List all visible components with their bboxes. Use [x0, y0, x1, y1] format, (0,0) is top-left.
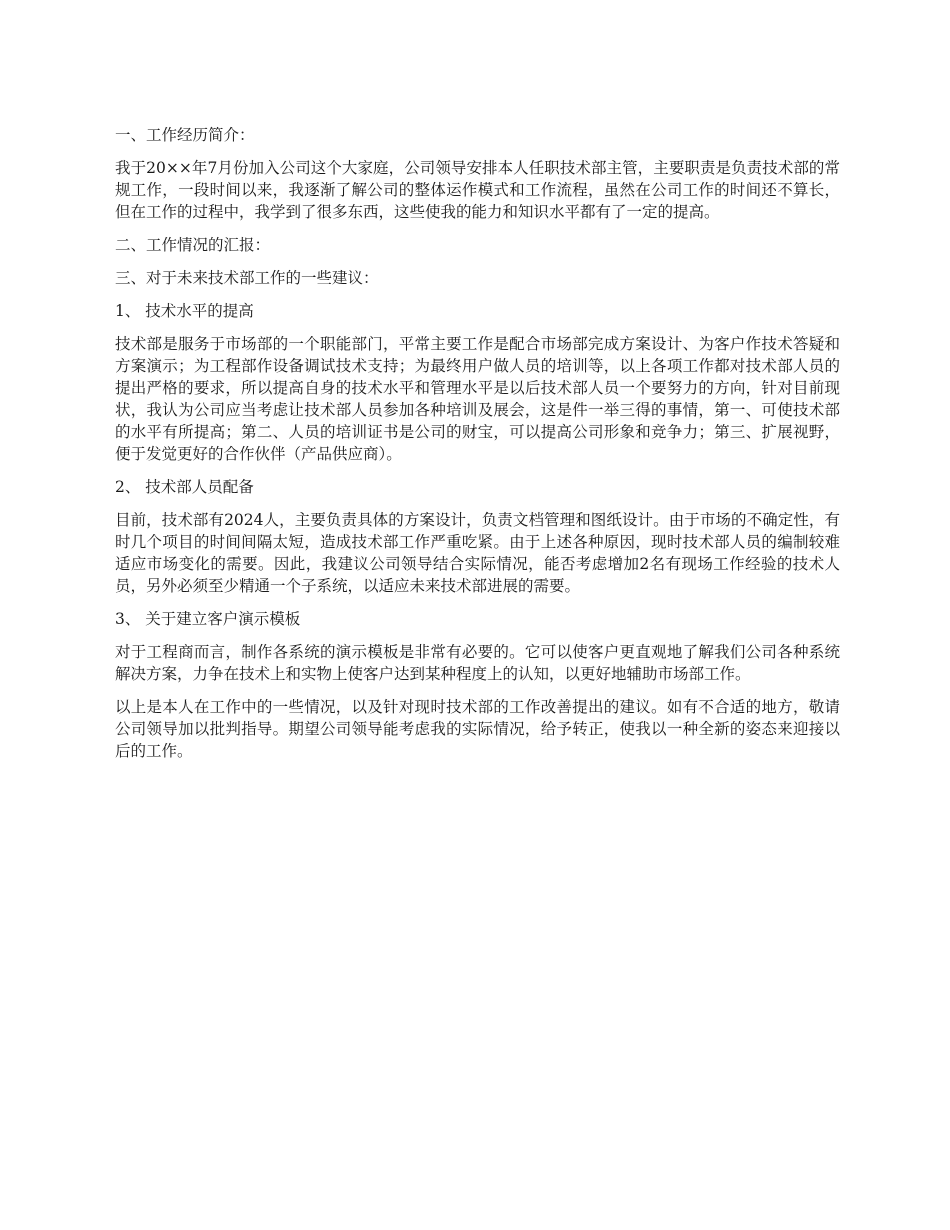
item-heading-demo-templates: 3、 关于建立客户演示模板 [115, 610, 301, 628]
paragraph-tech-level: 技术部是服务于市场部的一个职能部门，平常主要工作是配合市场部完成方案设计、为客户作技术答疑和方案演示；为工程部作设备调试技术支持；为最终用户做人员的培训等，以上各项工作都对技术部人员的提出严格的要求，所以提高自身的技术水平和管理水平是以后技术部人员一个要努力的方向，针对目前现状，我认为公司应当考虑让技术部人员参加各种培训及展会，这是件一举三得的事情，第一、可使技术部的水平有所提高；第二、人员的培训证书是公司的财宝，可以提高公司形象和竞争力；第三、扩展视野，便于发觉更好的合作伙伴（产品供应商）。 [115, 335, 840, 463]
document-page [115, 124, 840, 773]
section-heading-suggestions: 三、对于未来技术部工作的一些建议： [115, 269, 379, 287]
paragraph-demo-templates: 对于工程商而言，制作各系统的演示模板是非常有必要的。它可以使客户更直观地了解我们公司各种系统解决方案，力争在技术上和实物上使客户达到某种程度上的认知，以更好地辅助市场部工作。 [115, 643, 840, 683]
item-heading-staffing: 2、 技术部人员配备 [115, 478, 254, 496]
paragraph-closing: 以上是本人在工作中的一些情况，以及针对现时技术部的工作改善提出的建议。如有不合适的地方，敬请公司领导加以批判指导。期望公司领导能考虑我的实际情况，给予转正，使我以一种全新的姿态来迎接以后的工作。 [115, 698, 840, 760]
paragraph-work-history: 我于20××年7月份加入公司这个大家庭，公司领导安排本人任职技术部主管，主要职责是负责技术部的常规工作，一段时间以来，我逐渐了解公司的整体运作模式和工作流程，虽然在公司工作的时间还不算长，但在工作的过程中，我学到了很多东西，这些使我的能力和知识水平都有了一定的提高。 [115, 159, 840, 221]
paragraph-staffing: 目前，技术部有2024人，主要负责具体的方案设计，负责文档管理和图纸设计。由于市场的不确定性，有时几个项目的时间间隔太短，造成技术部工作严重吃紧。由于上述各种原因，现时技术部人员的编制较难适应市场变化的需要。因此，我建议公司领导结合实际情况，能否考虑增加2名有现场工作经验的技术人员，另外必须至少精通一个子系统，以适应未来技术部进展的需要。 [115, 511, 840, 595]
section-heading-work-history: 一、工作经历简介： [115, 126, 255, 144]
section-heading-work-report: 二、工作情况的汇报： [115, 236, 271, 254]
item-heading-tech-level: 1、 技术水平的提高 [115, 302, 254, 320]
